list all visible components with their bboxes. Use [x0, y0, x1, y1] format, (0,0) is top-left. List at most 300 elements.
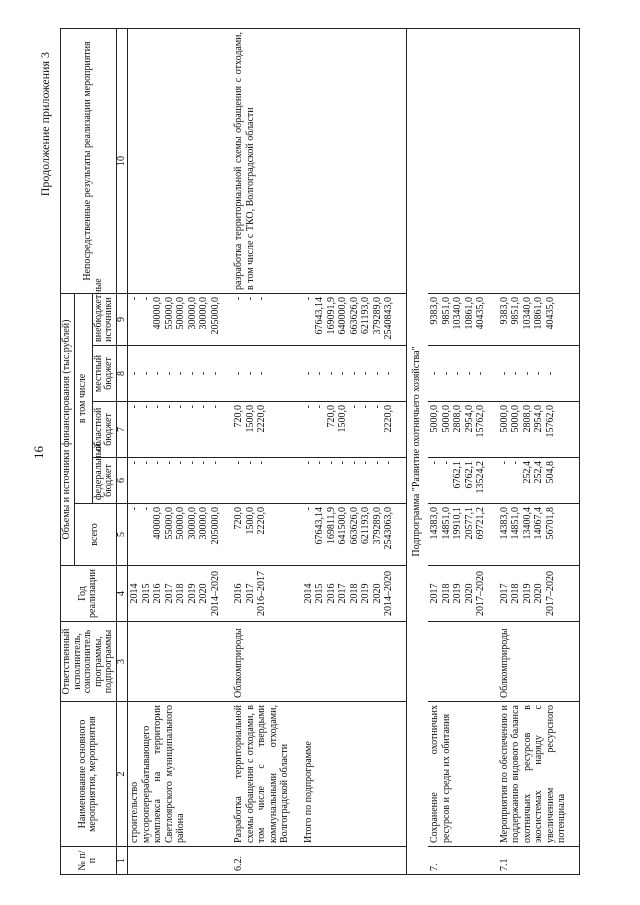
continuation-note: Продолжение приложения 3: [38, 52, 52, 197]
offbudget-list: [232, 293, 292, 345]
year-list-value: 2017–2020: [544, 571, 556, 616]
spacer-cell: [569, 402, 580, 458]
federal-list-value: -: [198, 461, 209, 465]
local-list-value: -: [163, 371, 175, 376]
regional-list-value: -: [371, 405, 383, 409]
regional-list-value: 5000,0: [429, 405, 440, 433]
regional-list-value: 2808,0: [452, 405, 463, 433]
federal-list-value: 6762,1: [463, 461, 475, 489]
column-number: 8: [116, 346, 128, 402]
year-list-value: 2019: [452, 583, 463, 604]
local-list-value: -: [233, 371, 244, 376]
total-list: [498, 504, 569, 566]
federal-list-value: -: [209, 461, 221, 465]
measure-name: Итого по подпрограмме: [302, 702, 396, 847]
federal-list-value: -: [186, 461, 198, 465]
offbudget-list-value: 40000,0: [152, 296, 163, 330]
year-list-value: 2017: [163, 583, 175, 604]
local-list-value: -: [175, 371, 186, 376]
federal-list-value: -: [371, 461, 383, 465]
measure-name: Сохранение охотничьих ресурсов и среды их обитания: [428, 702, 488, 847]
regional-list-value: 5000,0: [440, 405, 452, 433]
executor: Облкомприроды: [498, 622, 569, 702]
spacer-cell: [569, 458, 580, 504]
spacer-cell: [396, 28, 407, 293]
total-list-value: 2543063,0: [383, 507, 394, 550]
year-list-value: 2020: [463, 583, 475, 604]
regional-list-value: -: [152, 405, 163, 409]
year-list-value: 2015: [140, 583, 152, 604]
total-list-value: -: [129, 507, 140, 511]
total-list-value: 205000,0: [209, 507, 221, 545]
year-list-value: 2019: [360, 583, 371, 604]
year-list-value: 2016–2017: [256, 571, 267, 616]
year-list-value: 2020: [533, 583, 544, 604]
total-list-value: 621193,0: [360, 507, 371, 545]
column-number: 5: [116, 504, 128, 566]
offbudget-list-value: 640000,0: [337, 296, 348, 335]
total-list-value: 69721,2: [475, 507, 486, 540]
offbudget-list-value: 40435,0: [544, 296, 556, 330]
spacer-cell: [292, 28, 302, 293]
federal-list-value: -: [129, 461, 140, 465]
spacer-cell: [292, 622, 302, 702]
executor: [128, 622, 223, 702]
federal-list-value: -: [256, 461, 267, 465]
regional-list: [428, 402, 488, 458]
header-total: всего: [74, 504, 116, 566]
result-text: [128, 28, 223, 293]
regional-list: [128, 402, 223, 458]
offbudget-list: [498, 293, 569, 345]
table-row: [128, 28, 223, 874]
year-list-value: 2018: [510, 583, 521, 604]
total-list-value: 30000,0: [186, 507, 198, 540]
federal-list-value: -: [498, 461, 510, 465]
federal-list-value: -: [163, 461, 175, 465]
regional-list: [232, 402, 292, 458]
header-federal: федеральный бюджет: [92, 458, 116, 504]
total-list-value: 2220,0: [256, 507, 267, 535]
regional-list-value: 2220,0: [383, 405, 394, 433]
offbudget-list: [428, 293, 488, 345]
offbudget-list-value: 9383,0: [429, 296, 440, 325]
total-list-value: 1500,0: [244, 507, 256, 535]
spacer-cell: [292, 504, 302, 566]
offbudget-list-value: 30000,0: [186, 296, 198, 330]
regional-list-value: 2808,0: [521, 405, 533, 433]
local-list-value: -: [325, 371, 337, 376]
result-text: разработка территориальной схемы обращения с отходами, в том числе с ТКО, Волгоградской области: [232, 28, 292, 293]
row-number: 7.: [428, 847, 488, 875]
offbudget-list-value: 40435,0: [475, 296, 486, 330]
offbudget-list-value: 2540843,0: [383, 296, 394, 340]
offbudget-list-value: -: [233, 296, 244, 301]
regional-list-value: 15762,0: [544, 405, 556, 438]
local-list: [428, 346, 488, 402]
header-funding: Объемы и источники финансирования (тыс.рублей): [61, 293, 75, 565]
result-text: [302, 28, 396, 293]
offbudget-list-value: -: [302, 296, 314, 301]
local-list: [232, 346, 292, 402]
total-list-value: 169811,9: [325, 507, 337, 545]
spacer-cell: [292, 702, 302, 847]
year-list: [302, 566, 396, 622]
local-list-value: -: [314, 371, 325, 376]
local-list-value: -: [152, 371, 163, 376]
header-results: Непосредственные результаты реализации мероприятия: [61, 28, 117, 293]
regional-list-value: 720,0: [233, 405, 244, 428]
spacer-cell: [488, 702, 498, 847]
header-offbudget: внебюджетные источники: [92, 293, 116, 345]
spacer-cell: [222, 566, 232, 622]
federal-list-value: -: [314, 461, 325, 465]
regional-list-value: 15762,0: [475, 405, 486, 438]
year-list: [232, 566, 292, 622]
result-text: [428, 28, 488, 293]
table-row: [302, 28, 396, 874]
year-list-value: 2017: [337, 583, 348, 604]
spacer-cell: [488, 566, 498, 622]
spacer-cell: [569, 622, 580, 702]
year-list-value: 2016: [152, 583, 163, 604]
federal-list-value: 252,4: [533, 461, 544, 484]
regional-list-value: 1500,0: [337, 405, 348, 433]
regional-list-value: 2220,0: [256, 405, 267, 433]
federal-list-value: -: [440, 461, 452, 465]
header-executor: Ответственный исполнитель, соисполнитель программы, подпрограммы: [61, 622, 117, 702]
regional-list-value: 720,0: [325, 405, 337, 428]
local-list-value: -: [383, 371, 394, 376]
regional-list-value: -: [302, 405, 314, 409]
federal-list: [498, 458, 569, 504]
total-list-value: 14851,0: [440, 507, 452, 540]
regional-list: [498, 402, 569, 458]
spacer-cell: [396, 566, 407, 622]
spacer-cell: [222, 622, 232, 702]
subprogram-section: [406, 28, 428, 874]
offbudget-list-value: 67643,14: [314, 296, 325, 335]
total-list-value: 20577,1: [463, 507, 475, 540]
spacer-cell: [569, 702, 580, 847]
total-list-value: 14851,0: [510, 507, 521, 540]
row-spacer: [569, 28, 580, 874]
column-numbers-row: [116, 28, 128, 874]
financing-table: [60, 28, 580, 875]
spacer-cell: [222, 346, 232, 402]
spacer-cell: [569, 293, 580, 345]
column-number: 4: [116, 566, 128, 622]
spacer-cell: [396, 504, 407, 566]
total-list-value: 14383,0: [429, 507, 440, 540]
total-list-value: 720,0: [233, 507, 244, 530]
measure-name: Разработка территориальной схемы обращения с отходами, в том числе с твердыми коммунальными отходами, Волгоградской области: [232, 702, 292, 847]
spacer-cell: [292, 293, 302, 345]
year-list-value: 2016: [325, 583, 337, 604]
page-number: 16: [31, 446, 46, 459]
total-list-value: -: [140, 507, 152, 511]
offbudget-list-value: 10861,0: [463, 296, 475, 330]
year-list-value: 2017: [244, 583, 256, 604]
spacer-cell: [396, 293, 407, 345]
offbudget-list-value: 30000,0: [198, 296, 209, 330]
header-regional: областной бюджет: [92, 402, 116, 458]
local-list-value: -: [256, 371, 267, 376]
row-number: [128, 847, 223, 875]
offbudget-list-value: 10340,0: [452, 296, 463, 330]
federal-list-value: -: [175, 461, 186, 465]
year-list-value: 2014: [302, 583, 314, 604]
local-list-value: -: [544, 371, 556, 376]
offbudget-list: [302, 293, 396, 345]
year-list: [428, 566, 488, 622]
column-number: 3: [116, 622, 128, 702]
spacer-cell: [222, 504, 232, 566]
year-list-value: 2014–2020: [383, 571, 394, 616]
regional-list: [302, 402, 396, 458]
spacer-cell: [569, 566, 580, 622]
spacer-cell: [396, 622, 407, 702]
spacer-cell: [569, 847, 580, 875]
local-list-value: -: [348, 371, 360, 376]
federal-list-value: -: [429, 461, 440, 465]
offbudget-list-value: 663626,0: [348, 296, 360, 335]
local-list-value: -: [302, 371, 314, 376]
spacer-cell: [292, 346, 302, 402]
regional-list-value: -: [129, 405, 140, 409]
local-list: [498, 346, 569, 402]
spacer-cell: [222, 293, 232, 345]
spacer-cell: [488, 847, 498, 875]
total-list-value: 40000,0: [152, 507, 163, 540]
spacer-cell: [396, 346, 407, 402]
row-spacer: [222, 28, 232, 874]
total-list-value: 67643,14: [314, 507, 325, 545]
spacer-cell: [488, 293, 498, 345]
local-list: [302, 346, 396, 402]
year-list-value: 2017–2020: [475, 571, 486, 616]
column-number: 1: [116, 847, 128, 875]
federal-list: [232, 458, 292, 504]
regional-list-value: -: [198, 405, 209, 409]
federal-list-value: 504,8: [544, 461, 556, 484]
local-list-value: -: [140, 371, 152, 376]
local-list-value: -: [371, 371, 383, 376]
year-list-value: 2016: [233, 583, 244, 604]
local-list-value: -: [209, 371, 221, 376]
local-list-value: -: [440, 371, 452, 376]
regional-list-value: 5000,0: [510, 405, 521, 433]
spacer-cell: [488, 504, 498, 566]
year-list-value: 2014: [129, 583, 140, 604]
spacer-cell: [396, 847, 407, 875]
spacer-cell: [569, 28, 580, 293]
row-number: 6.2.: [232, 847, 292, 875]
regional-list-value: 2954,0: [463, 405, 475, 433]
offbudget-list-value: -: [244, 296, 256, 301]
regional-list-value: -: [209, 405, 221, 409]
spacer-cell: [222, 702, 232, 847]
total-list-value: 14383,0: [498, 507, 510, 540]
year-list: [498, 566, 569, 622]
regional-list-value: -: [360, 405, 371, 409]
result-text: [498, 28, 569, 293]
local-list-value: -: [186, 371, 198, 376]
federal-list-value: -: [510, 461, 521, 465]
column-number: 10: [116, 28, 128, 293]
executor: [428, 622, 488, 702]
local-list: [128, 346, 223, 402]
total-list-value: -: [302, 507, 314, 511]
subprogram-title: Подпрограмма "Развитие охотничьего хозяйства": [410, 346, 422, 557]
offbudget-list-value: 379289,0: [371, 296, 383, 335]
regional-list-value: -: [186, 405, 198, 409]
local-list-value: -: [360, 371, 371, 376]
year-list-value: 2018: [440, 583, 452, 604]
table-row: [498, 28, 569, 874]
spacer-cell: [222, 847, 232, 875]
year-list-value: 2019: [521, 583, 533, 604]
header-name: Наименование основного мероприятия, мероприятия: [61, 702, 117, 847]
local-list-value: -: [521, 371, 533, 376]
local-list-value: -: [533, 371, 544, 376]
local-list-value: -: [198, 371, 209, 376]
total-list-value: 56701,8: [544, 507, 556, 540]
regional-list-value: 5000,0: [498, 405, 510, 433]
offbudget-list-value: -: [129, 296, 140, 301]
local-list-value: -: [244, 371, 256, 376]
spacer-cell: [488, 458, 498, 504]
spacer-cell: [222, 28, 232, 293]
spacer-cell: [222, 402, 232, 458]
offbudget-list-value: 9383,0: [498, 296, 510, 325]
offbudget-list-value: -: [256, 296, 267, 301]
column-number: 2: [116, 702, 128, 847]
measure-name: строительство мусороперерабатывающего комплекса на территории Светлоярского муниципального района: [128, 702, 223, 847]
offbudget-list-value: -: [140, 296, 152, 301]
federal-list-value: -: [140, 461, 152, 465]
federal-list-value: -: [325, 461, 337, 465]
local-list-value: -: [429, 371, 440, 376]
table-row: [232, 28, 292, 874]
row-number: 7.1: [498, 847, 569, 875]
spacer-cell: [396, 402, 407, 458]
spacer-cell: [396, 458, 407, 504]
offbudget-list-value: 9851,0: [510, 296, 521, 325]
year-list-value: 2019: [186, 583, 198, 604]
total-list-value: 55000,0: [163, 507, 175, 540]
offbudget-list-value: 10340,0: [521, 296, 533, 330]
local-list-value: -: [475, 371, 486, 376]
total-list-value: 19910,1: [452, 507, 463, 540]
regional-list-value: 1500,0: [244, 405, 256, 433]
regional-list-value: -: [314, 405, 325, 409]
table-row: [428, 28, 488, 874]
spacer-cell: [292, 402, 302, 458]
total-list-value: 379289,0: [371, 507, 383, 545]
federal-list-value: -: [348, 461, 360, 465]
federal-list: [302, 458, 396, 504]
column-number: 6: [116, 458, 128, 504]
total-list: [428, 504, 488, 566]
federal-list-value: 252,4: [521, 461, 533, 484]
local-list-value: -: [498, 371, 510, 376]
regional-list-value: -: [163, 405, 175, 409]
federal-list-value: 6762,1: [452, 461, 463, 489]
row-number: [302, 847, 396, 875]
regional-list-value: -: [348, 405, 360, 409]
regional-list-value: -: [175, 405, 186, 409]
federal-list-value: -: [244, 461, 256, 465]
year-list: [128, 566, 223, 622]
regional-list-value: 2954,0: [533, 405, 544, 433]
executor: Облкомприроды: [232, 622, 292, 702]
local-list-value: -: [452, 371, 463, 376]
column-number: 9: [116, 293, 128, 345]
offbudget-list-value: 169091,9: [325, 296, 337, 335]
total-list-value: 663626,0: [348, 507, 360, 545]
total-list: [128, 504, 223, 566]
total-list: [302, 504, 396, 566]
row-spacer: [488, 28, 498, 874]
year-list-value: 2020: [371, 583, 383, 604]
offbudget-list-value: 55000,0: [163, 296, 175, 330]
total-list-value: 30000,0: [198, 507, 209, 540]
column-number: 7: [116, 402, 128, 458]
offbudget-list-value: 50000,0: [175, 296, 186, 330]
spacer-cell: [292, 566, 302, 622]
spacer-cell: [488, 346, 498, 402]
offbudget-list: [128, 293, 223, 345]
spacer-cell: [488, 28, 498, 293]
year-list-value: 2015: [314, 583, 325, 604]
table-body-hunting: [428, 28, 579, 874]
spacer-cell: [488, 622, 498, 702]
spacer-cell: [222, 458, 232, 504]
executor: [302, 622, 396, 702]
header-including: в том числе: [74, 293, 92, 503]
spacer-cell: [569, 504, 580, 566]
row-spacer: [292, 28, 302, 874]
table-body-waste: [128, 28, 407, 874]
year-list-value: 2018: [175, 583, 186, 604]
offbudget-list-value: 10861,0: [533, 296, 544, 330]
year-list-value: 2017: [429, 583, 440, 604]
spacer-cell: [292, 458, 302, 504]
offbudget-list-value: 205000,0: [209, 296, 221, 335]
local-list-value: -: [337, 371, 348, 376]
year-list-value: 2018: [348, 583, 360, 604]
local-list-value: -: [510, 371, 521, 376]
federal-list-value: -: [233, 461, 244, 465]
subprogram-row: [406, 28, 428, 874]
total-list-value: 50000,0: [175, 507, 186, 540]
local-list-value: -: [129, 371, 140, 376]
spacer-cell: [396, 702, 407, 847]
spacer-cell: [569, 346, 580, 402]
federal-list: [428, 458, 488, 504]
federal-list-value: -: [383, 461, 394, 465]
header-local: местный бюджет: [92, 346, 116, 402]
year-list-value: 2014–2020: [209, 571, 221, 616]
year-list-value: 2017: [498, 583, 510, 604]
federal-list: [128, 458, 223, 504]
measure-name: Мероприятия по обеспечению и поддержанию видового баланса охотничьих ресурсов в экосистемах наряду с увеличением ресурсного потенциала: [498, 702, 569, 847]
federal-list-value: -: [152, 461, 163, 465]
federal-list-value: 13524,2: [475, 461, 486, 494]
total-list-value: 641500,0: [337, 507, 348, 545]
header-no: № п/п: [61, 847, 117, 875]
